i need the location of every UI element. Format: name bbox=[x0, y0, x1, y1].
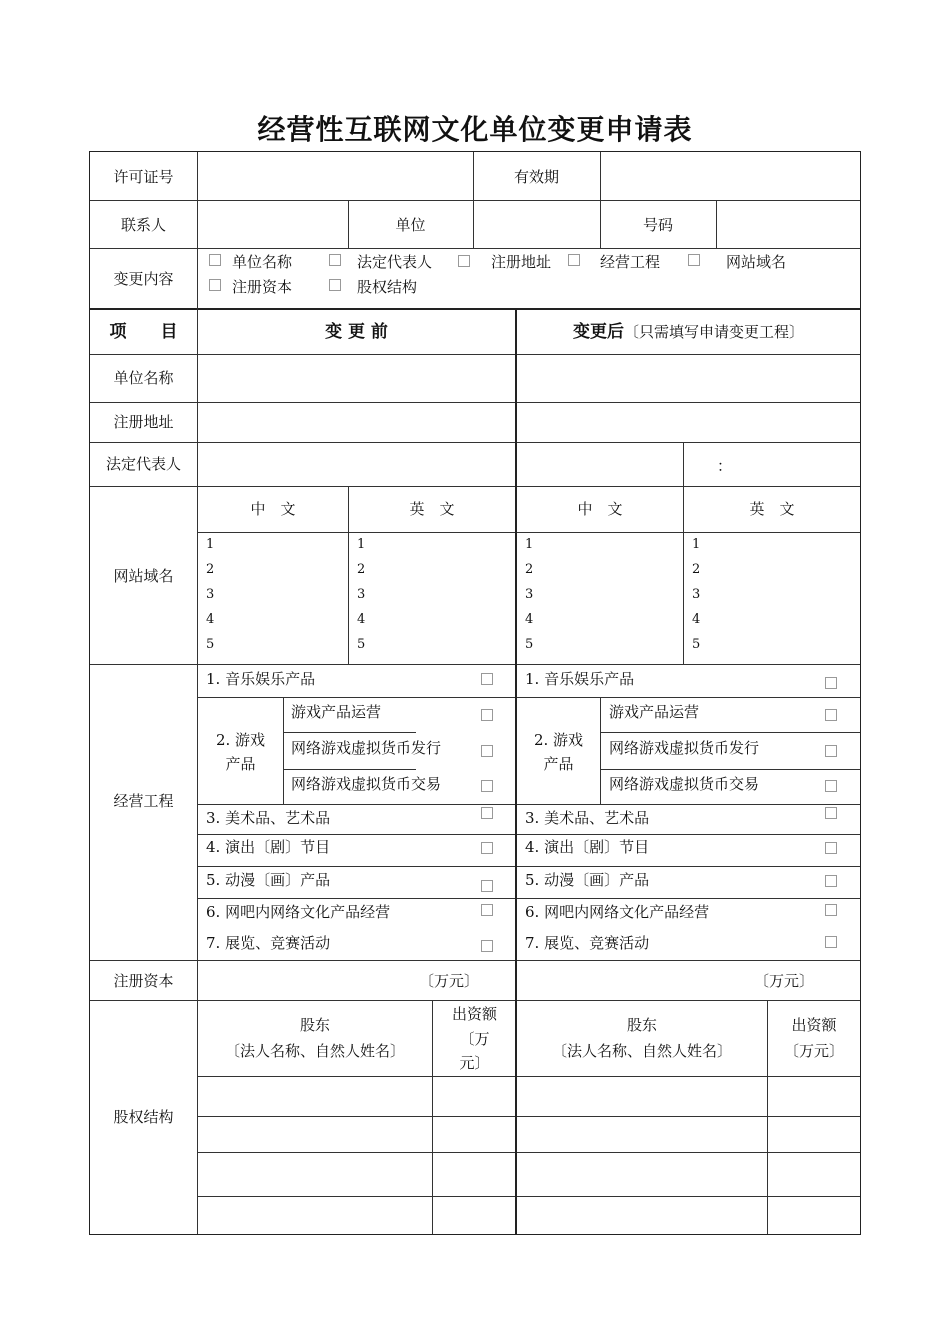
list-item: 3 bbox=[357, 587, 366, 602]
business-after-item3: 3. 美术品、艺术品 bbox=[525, 809, 650, 827]
list-item: 4 bbox=[357, 612, 366, 627]
checkbox-after-item5[interactable] bbox=[825, 875, 837, 887]
reg-address-after-field[interactable] bbox=[518, 403, 859, 441]
checkbox-after-game-op[interactable] bbox=[825, 709, 837, 721]
checkbox-before-item1[interactable] bbox=[481, 673, 493, 685]
domain-en-before-list bbox=[357, 536, 366, 652]
checkbox-after-vc-issue[interactable] bbox=[825, 745, 837, 757]
checkbox-after-item4[interactable] bbox=[825, 842, 837, 854]
item-column-header: 项 目 bbox=[109, 322, 178, 342]
list-item: 1 bbox=[206, 537, 215, 552]
list-item: 1 bbox=[357, 537, 366, 552]
business-before-game-op: 游戏产品运营 bbox=[291, 703, 382, 721]
option-business: 经营工程 bbox=[600, 253, 661, 271]
form-title: 经营性互联网文化单位变更申请表 bbox=[257, 113, 693, 146]
list-item: 2 bbox=[206, 562, 215, 577]
business-after-game-op: 游戏产品运营 bbox=[609, 703, 700, 721]
checkbox-before-vc-issue[interactable] bbox=[481, 745, 493, 757]
license-number-label: 许可证号 bbox=[113, 168, 174, 186]
checkbox-before-item4[interactable] bbox=[481, 842, 493, 854]
validity-field[interactable] bbox=[601, 153, 859, 199]
list-item: 4 bbox=[206, 612, 215, 627]
checkbox-website[interactable] bbox=[688, 254, 700, 266]
list-item: 4 bbox=[525, 612, 534, 627]
phone-label: 号码 bbox=[642, 216, 673, 234]
domain-en-after-list bbox=[692, 536, 701, 652]
before-column-header: 变 更 前 bbox=[325, 322, 388, 342]
phone-field[interactable] bbox=[717, 201, 859, 247]
business-before-item1: 1. 音乐娱乐产品 bbox=[206, 670, 316, 688]
shareholder-after-note: 〔法人名称、自然人姓名〕 bbox=[551, 1042, 732, 1060]
list-item: 3 bbox=[692, 587, 701, 602]
checkbox-reg-address[interactable] bbox=[458, 255, 470, 267]
equity-before-row1[interactable] bbox=[198, 1077, 432, 1115]
business-after-item1: 1. 音乐娱乐产品 bbox=[525, 670, 635, 688]
checkbox-before-game-op[interactable] bbox=[481, 709, 493, 721]
list-item: 2 bbox=[357, 562, 366, 577]
contact-field[interactable] bbox=[198, 201, 347, 247]
checkbox-unit-name[interactable] bbox=[209, 254, 221, 266]
checkbox-after-item7[interactable] bbox=[825, 936, 837, 948]
business-before-item5: 5. 动漫〔画〕产品 bbox=[206, 871, 331, 889]
list-item: 3 bbox=[525, 587, 534, 602]
legal-rep-after-field[interactable] bbox=[518, 443, 682, 485]
list-item: 5 bbox=[692, 637, 701, 652]
equity-label: 股权结构 bbox=[113, 1108, 174, 1126]
reg-address-before-field[interactable] bbox=[198, 403, 514, 441]
business-before-item2-line2: 产品 bbox=[225, 755, 256, 773]
contribution-before-line1: 出资额 bbox=[451, 1005, 497, 1023]
equity-after-row2[interactable] bbox=[518, 1117, 766, 1151]
list-item: 5 bbox=[357, 637, 366, 652]
business-before-item4: 4. 演出〔剧〕节目 bbox=[206, 838, 331, 856]
reg-capital-after-unit: 〔万元〕 bbox=[754, 972, 815, 990]
license-number-field[interactable] bbox=[198, 153, 472, 199]
domain-en-after-header: 英 文 bbox=[749, 500, 795, 518]
business-after-item4: 4. 演出〔剧〕节目 bbox=[525, 838, 650, 856]
equity-after-row1[interactable] bbox=[518, 1077, 766, 1115]
list-item: 1 bbox=[525, 537, 534, 552]
business-before-item3: 3. 美术品、艺术品 bbox=[206, 809, 331, 827]
list-item: 1 bbox=[692, 537, 701, 552]
checkbox-after-item3[interactable] bbox=[825, 807, 837, 819]
checkbox-after-item6[interactable] bbox=[825, 904, 837, 916]
domain-cn-before-header: 中 文 bbox=[250, 500, 296, 518]
business-after-item7: 7. 展览、竞赛活动 bbox=[525, 934, 650, 952]
unit-name-before-field[interactable] bbox=[198, 355, 514, 401]
checkbox-before-vc-trade[interactable] bbox=[481, 780, 493, 792]
legal-rep-before-field[interactable] bbox=[198, 443, 514, 485]
shareholder-before-note: 〔法人名称、自然人姓名〕 bbox=[224, 1042, 405, 1060]
business-after-item2-line1: 2. 游戏 bbox=[533, 731, 584, 749]
contact-label: 联系人 bbox=[120, 216, 166, 234]
business-label: 经营工程 bbox=[113, 792, 174, 810]
list-item: 5 bbox=[525, 637, 534, 652]
checkbox-before-item5[interactable] bbox=[481, 880, 493, 892]
shareholder-after-header: 股东 bbox=[626, 1016, 657, 1034]
domain-en-before-header: 英 文 bbox=[409, 500, 455, 518]
after-column-note: 〔只需填写申请变更工程〕 bbox=[623, 323, 804, 341]
business-before-item6: 6. 网吧内网络文化产品经营 bbox=[206, 903, 391, 921]
equity-before-row2[interactable] bbox=[198, 1117, 432, 1151]
checkbox-before-item3[interactable] bbox=[481, 807, 493, 819]
option-reg-address: 注册地址 bbox=[491, 253, 552, 271]
list-item: 4 bbox=[692, 612, 701, 627]
checkbox-equity[interactable] bbox=[329, 279, 341, 291]
equity-before-row3[interactable] bbox=[198, 1153, 432, 1195]
checkbox-after-vc-trade[interactable] bbox=[825, 780, 837, 792]
business-after-vc-issue: 网络游戏虚拟货币发行 bbox=[609, 739, 760, 757]
option-unit-name: 单位名称 bbox=[232, 253, 293, 271]
checkbox-reg-capital[interactable] bbox=[209, 279, 221, 291]
contribution-after-line1: 出资额 bbox=[791, 1016, 837, 1034]
reg-capital-label: 注册资本 bbox=[113, 972, 174, 990]
unit-label: 单位 bbox=[395, 216, 426, 234]
option-legal-rep: 法定代表人 bbox=[357, 253, 433, 271]
business-after-item6: 6. 网吧内网络文化产品经营 bbox=[525, 903, 710, 921]
validity-label: 有效期 bbox=[513, 168, 559, 186]
phone-colon: ： bbox=[717, 457, 733, 475]
application-form-table bbox=[89, 151, 861, 1235]
domain-cn-after-list bbox=[525, 536, 534, 652]
list-item: 2 bbox=[692, 562, 701, 577]
domain-cn-before-list bbox=[206, 536, 215, 652]
equity-after-row3[interactable] bbox=[518, 1153, 766, 1195]
option-website: 网站域名 bbox=[726, 253, 787, 271]
website-label: 网站域名 bbox=[113, 567, 174, 585]
shareholder-before-header: 股东 bbox=[299, 1016, 330, 1034]
unit-name-after-field[interactable] bbox=[518, 355, 859, 401]
checkbox-after-item1[interactable] bbox=[825, 677, 837, 689]
option-reg-capital: 注册资本 bbox=[232, 278, 293, 296]
business-before-vc-trade: 网络游戏虚拟货币交易 bbox=[291, 775, 442, 793]
unit-name-label: 单位名称 bbox=[113, 369, 174, 387]
checkbox-business[interactable] bbox=[568, 254, 580, 266]
list-item: 3 bbox=[206, 587, 215, 602]
reg-address-label: 注册地址 bbox=[113, 413, 174, 431]
reg-capital-before-unit: 〔万元〕 bbox=[419, 972, 480, 990]
unit-field[interactable] bbox=[474, 201, 599, 247]
equity-before-row4[interactable] bbox=[198, 1197, 432, 1233]
business-before-item7: 7. 展览、竞赛活动 bbox=[206, 934, 331, 952]
checkbox-before-item7[interactable] bbox=[481, 940, 493, 952]
contribution-before-line2: 〔万 bbox=[459, 1030, 490, 1048]
after-column-title: 变更后 bbox=[572, 322, 624, 342]
business-before-vc-issue: 网络游戏虚拟货币发行 bbox=[291, 739, 442, 757]
legal-rep-label: 法定代表人 bbox=[105, 455, 181, 473]
list-item: 5 bbox=[206, 637, 215, 652]
after-column-header bbox=[517, 323, 860, 341]
change-content-label: 变更内容 bbox=[113, 270, 174, 288]
business-after-item2-line2: 产品 bbox=[543, 755, 574, 773]
business-before-item2-line1: 2. 游戏 bbox=[215, 731, 266, 749]
business-after-vc-trade: 网络游戏虚拟货币交易 bbox=[609, 775, 760, 793]
domain-cn-after-header: 中 文 bbox=[577, 500, 623, 518]
contribution-before-line3: 元〕 bbox=[459, 1054, 490, 1072]
business-after-item5: 5. 动漫〔画〕产品 bbox=[525, 871, 650, 889]
checkbox-before-item6[interactable] bbox=[481, 904, 493, 916]
contribution-after-line2: 〔万元〕 bbox=[783, 1042, 844, 1060]
checkbox-legal-rep[interactable] bbox=[329, 254, 341, 266]
option-equity: 股权结构 bbox=[357, 278, 418, 296]
equity-after-row4[interactable] bbox=[518, 1197, 766, 1233]
list-item: 2 bbox=[525, 562, 534, 577]
